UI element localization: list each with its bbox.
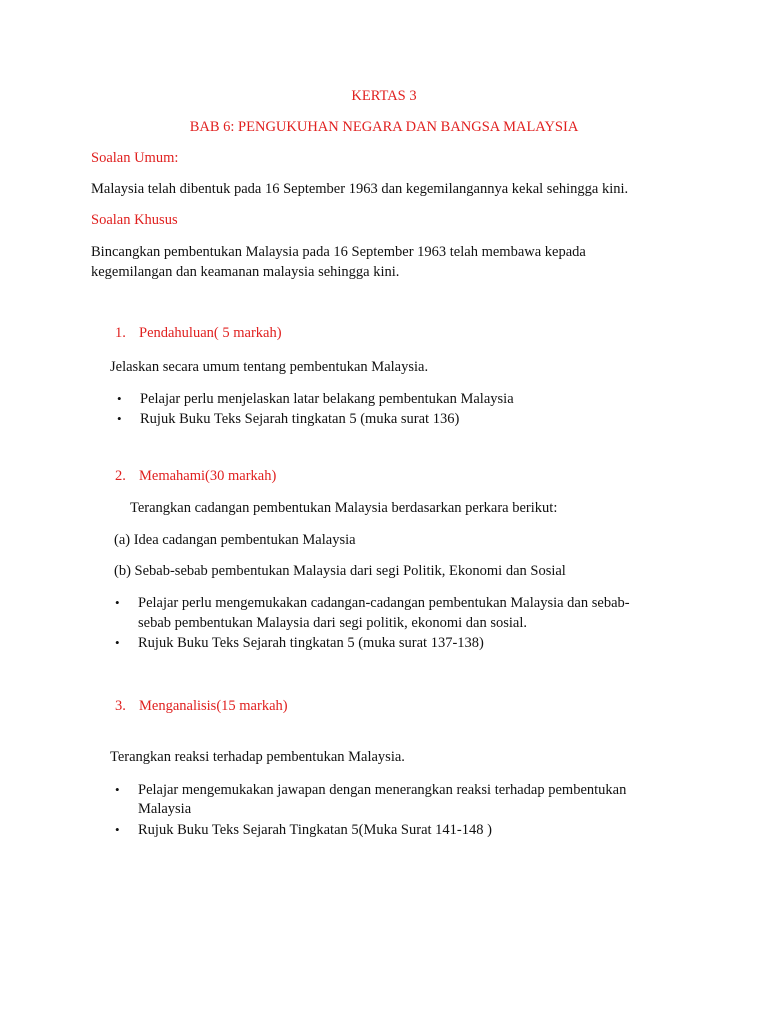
bullet-icon: • [117,411,122,426]
bullet-text: Rujuk Buku Teks Sejarah tingkatan 5 (muka surat 137-138) [138,635,484,651]
section-prompt: Terangkan cadangan pembentukan Malaysia berdasarkan perkara berikut: [130,500,558,516]
sub-item: (b) Sebab-sebab pembentukan Malaysia dari segi Politik, Ekonomi dan Sosial [114,563,566,579]
bullet-text-continued: sebab pembentukan Malaysia dari segi politik, ekonomi dan sosial. [138,615,528,631]
bullet-icon: • [115,635,120,650]
specific-question-heading: Soalan Khusus [91,212,178,228]
general-question-text: Malaysia telah dibentuk pada 16 September 1963 dan kegemilangannya kekal sehingga kini. [91,181,629,197]
bullet-text-continued: Malaysia [138,801,192,817]
chapter-title: BAB 6: PENGUKUHAN NEGARA DAN BANGSA MALAYSIA [189,119,579,135]
specific-question-line: kegemilangan dan keamanan malaysia sehingga kini. [91,264,400,280]
bullet-text: Pelajar perlu mengemukakan cadangan-cadangan pembentukan Malaysia dan sebab- [138,595,630,611]
bullet-text: Rujuk Buku Teks Sejarah Tingkatan 5(Muka Surat 141-148 ) [138,822,492,838]
section-number: 1. [115,325,126,341]
section-title: Menganalisis(15 markah) [139,698,288,714]
bullet-text: Pelajar perlu menjelaskan latar belakang pembentukan Malaysia [140,391,514,407]
section-title: Memahami(30 markah) [139,468,277,484]
sub-item: (a) Idea cadangan pembentukan Malaysia [114,532,356,548]
bullet-text: Pelajar mengemukakan jawapan dengan menerangkan reaksi terhadap pembentukan [138,782,627,798]
bullet-icon: • [115,822,120,837]
paper-title: KERTAS 3 [351,88,417,104]
section-title: Pendahuluan( 5 markah) [139,325,282,341]
specific-question-line: Bincangkan pembentukan Malaysia pada 16 September 1963 telah membawa kepada [91,244,586,260]
section-prompt: Terangkan reaksi terhadap pembentukan Malaysia. [110,749,405,765]
bullet-icon: • [115,595,120,610]
general-question-heading: Soalan Umum: [91,150,179,166]
bullet-icon: • [117,391,122,406]
section-number: 3. [115,698,126,714]
section-number: 2. [115,468,126,484]
bullet-text: Rujuk Buku Teks Sejarah tingkatan 5 (muka surat 136) [140,411,460,427]
section-prompt: Jelaskan secara umum tentang pembentukan Malaysia. [110,359,429,375]
bullet-icon: • [115,782,120,797]
